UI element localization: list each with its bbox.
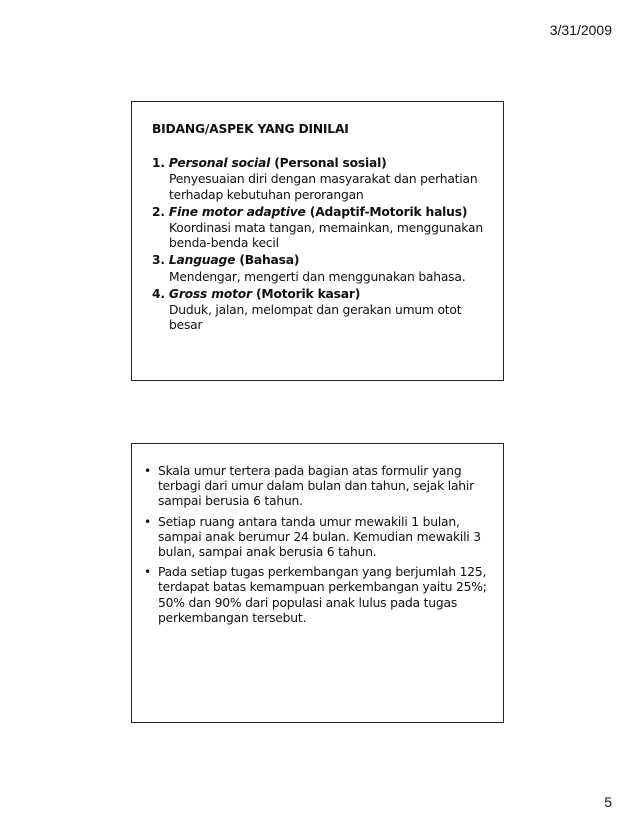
item-description: Mendengar, mengerti dan menggunakan bahasa. bbox=[169, 269, 466, 284]
item-number: 2. bbox=[152, 204, 165, 219]
bullet-item-development-tasks: • Pada setiap tugas perkembangan yang berjumlah 125, terdapat batas kemampuan perkembangan yaitu 25%; 50% dan 90% dari populasi anak lulus pada tugas perkembangan tersebut. bbox=[142, 565, 491, 626]
item-heading bbox=[152, 253, 491, 268]
slide-1-content bbox=[152, 122, 491, 335]
item-heading bbox=[152, 205, 491, 220]
item-heading bbox=[152, 287, 491, 302]
assessment-item-language bbox=[152, 253, 491, 284]
slide-title: BIDANG/ASPEK YANG DINILAI bbox=[152, 122, 349, 136]
item-description: Duduk, jalan, melompat dan gerakan umum otot besar bbox=[169, 303, 462, 333]
item-term-indonesian: (Personal sosial) bbox=[274, 156, 387, 171]
item-heading bbox=[152, 156, 491, 171]
item-term-indonesian: (Bahasa) bbox=[239, 253, 300, 268]
item-number: 1. bbox=[152, 156, 165, 171]
slide-2-frame bbox=[131, 443, 504, 723]
item-term-english: Personal social bbox=[168, 156, 271, 171]
item-term-english: Fine motor adaptive bbox=[168, 204, 306, 219]
slide-2-content bbox=[142, 464, 491, 631]
item-number: 4. bbox=[152, 286, 165, 301]
assessment-item-fine-motor bbox=[152, 205, 491, 252]
item-term-indonesian: (Adaptif-Motorik halus) bbox=[309, 204, 468, 219]
assessment-item-gross-motor bbox=[152, 287, 491, 334]
item-term-english: Gross motor bbox=[168, 286, 252, 301]
page-date: 3/31/2009 bbox=[549, 22, 612, 38]
item-description: Koordinasi mata tangan, memainkan, menggunakan benda-benda kecil bbox=[169, 221, 483, 251]
page-number: 5 bbox=[604, 794, 612, 810]
slide-1-frame bbox=[131, 101, 504, 381]
bullet-item-age-intervals: • Setiap ruang antara tanda umur mewakili 1 bulan, sampai anak berumur 24 bulan. Kemudian mewakili 3 bulan, sampai anak berusia 6 tahun. bbox=[142, 515, 491, 561]
item-number: 3. bbox=[152, 253, 165, 268]
bullet-list bbox=[142, 464, 491, 626]
item-term-indonesian: (Motorik kasar) bbox=[256, 286, 361, 301]
item-description: Penyesuaian diri dengan masyarakat dan perhatian terhadap kebutuhan perorangan bbox=[169, 172, 478, 202]
bullet-item-age-scale: • Skala umur tertera pada bagian atas formulir yang terbagi dari umur dalam bulan dan tahun, sejak lahir sampai berusia 6 tahun. bbox=[142, 464, 491, 510]
assessment-item-personal-social bbox=[152, 156, 491, 203]
item-term-english: Language bbox=[168, 253, 236, 268]
